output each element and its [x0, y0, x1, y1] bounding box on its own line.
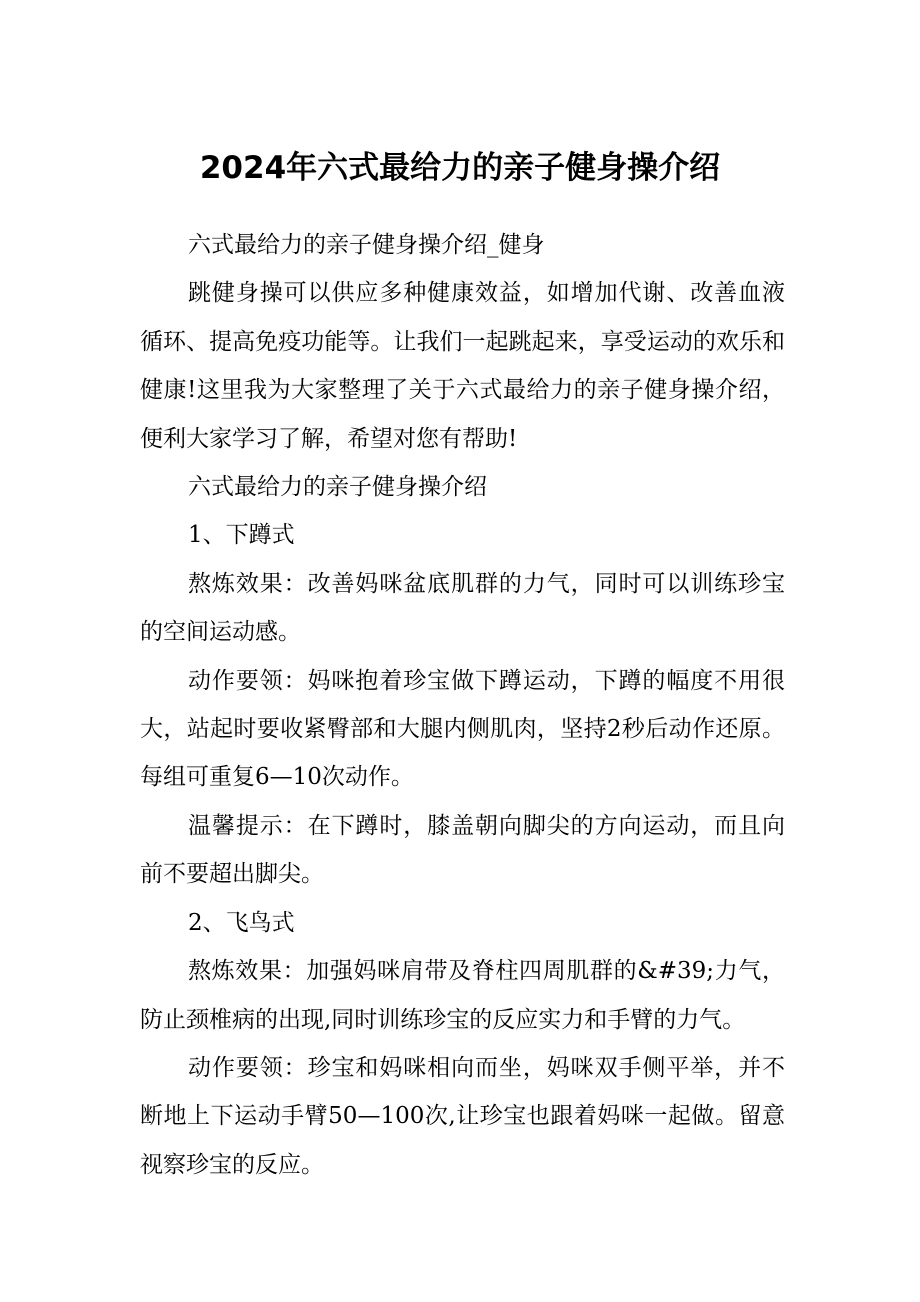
paragraph: 动作要领：妈咪抱着珍宝做下蹲运动，下蹲的幅度不用很大，站起时要收紧臀部和大腿内侧肌肉，坚持2秒后动作还原。每组可重复6—10次动作。	[140, 667, 785, 791]
paragraph: 温馨提示：在下蹲时，膝盖朝向脚尖的方向运动，而且向前不要超出脚尖。	[140, 812, 785, 888]
paragraph: 动作要领：珍宝和妈咪相向而坐，妈咪双手侧平举，并不断地上下运动手臂50—100次,让珍宝也跟着妈咪一起做。留意视察珍宝的反应。	[140, 1054, 785, 1178]
document-body	[140, 221, 785, 1189]
paragraph: 熬炼效果：加强妈咪肩带及脊柱四周肌群的&#39;力气，防止颈椎病的出现,同时训练珍宝的反应实力和手臂的力气。	[140, 958, 785, 1033]
paragraph: 六式最给力的亲子健身操介绍_健身	[188, 232, 545, 258]
paragraph: 六式最给力的亲子健身操介绍	[188, 474, 487, 501]
section-heading: 2、飞鸟式	[188, 909, 295, 936]
paragraph: 跳健身操可以供应多种健康效益，如增加代谢、改善血液循环、提高免疫功能等。让我们一起跳起来，享受运动的欢乐和健康!这里我为大家整理了关于六式最给力的亲子健身操介绍，便利大家学习了解，希望对您有帮助!	[140, 280, 785, 452]
document-title: 2024年六式最给力的亲子健身操介绍	[199, 150, 721, 186]
paragraph: 熬炼效果：改善妈咪盆底肌群的力气，同时可以训练珍宝的空间运动感。	[140, 570, 785, 646]
section-heading: 1、下蹲式	[188, 522, 295, 549]
